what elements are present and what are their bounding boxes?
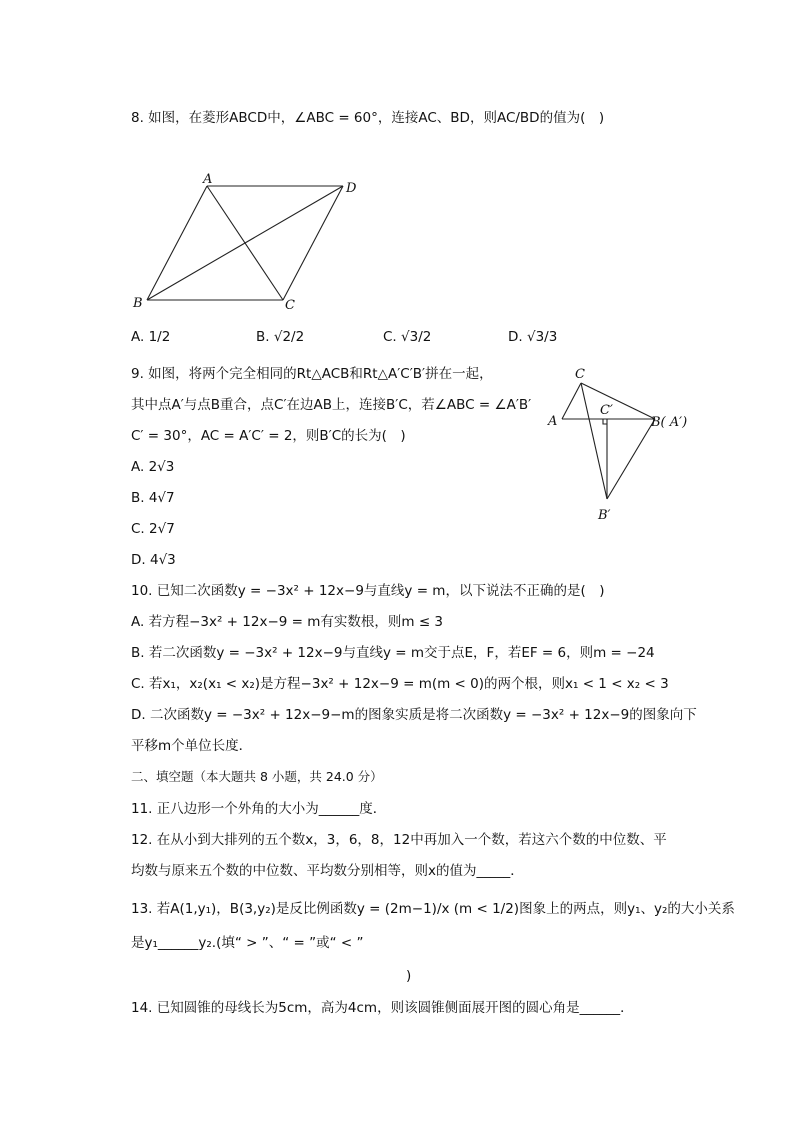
q9-option-a: A. 2√3 — [131, 459, 175, 475]
q9-option-d: D. 4√3 — [131, 552, 176, 568]
label-A: A — [203, 172, 213, 187]
label-B-prime: B′ — [598, 508, 611, 523]
rhombus-figure — [125, 170, 365, 315]
q9-line3: C′ = 30°，AC = A′C′ = 2，则B′C的长为( ) — [131, 428, 406, 444]
q12-line1: 12. 在从小到大排列的五个数x，3，6，8，12中再加入一个数，若这六个数的中位数、平 — [131, 832, 667, 848]
q10-option-d-line2: 平移m个单位长度． — [131, 738, 253, 754]
label-C: C — [575, 367, 585, 382]
q13-line3: ) — [406, 968, 412, 984]
q13-line2: 是y₁______y₂.(填“ > ”、“ = ”或“ < ” — [131, 935, 364, 951]
q9-line1: 9. 如图，将两个完全相同的Rt△ACB和Rt△A′C′B′拼在一起， — [131, 366, 493, 382]
q10-option-d-line1: D. 二次函数y = −3x² + 12x−9−m的图象实质是将二次函数y = −3x² + 12x−9的图象向下 — [131, 707, 697, 723]
q9-option-b: B. 4√7 — [131, 490, 175, 506]
q8-option-b: B. √2/2 — [256, 329, 305, 345]
q13-line1: 13. 若A(1,y₁)，B(3,y₂)是反比例函数y = (2m−1)/x (m < 1/2)图象上的两点，则y₁、y₂的大小关系 — [131, 901, 735, 917]
q10-option-a: A. 若方程−3x² + 12x−9 = m有实数根，则m ≤ 3 — [131, 614, 444, 630]
q8-option-d: D. √3/3 — [508, 329, 558, 345]
q10-option-b: B. 若二次函数y = −3x² + 12x−9与直线y = m交于点E，F，若EF = 6，则m = −24 — [131, 645, 655, 661]
q14: 14. 已知圆锥的母线长为5cm，高为4cm，则该圆锥侧面展开图的圆心角是______． — [131, 1000, 634, 1016]
q9-line2: 其中点A′与点B重合，点C′在边AB上，连接B′C，若∠ABC = ∠A′B′ — [131, 397, 532, 413]
q10-stem: 10. 已知二次函数y = −3x² + 12x−9与直线y = m，以下说法不正确的是( ) — [131, 583, 605, 599]
q11: 11. 正八边形一个外角的大小为______度． — [131, 801, 387, 817]
label-D: D — [346, 181, 357, 196]
q12-line2: 均数与原来五个数的中位数、平均数分别相等，则x的值为_____． — [131, 863, 524, 879]
label-A: A — [548, 414, 558, 429]
label-C-prime: C′ — [600, 403, 613, 418]
q8-stem: 8. 如图，在菱形ABCD中，∠ABC = 60°，连接AC、BD，则AC/BD的值为( ) — [131, 110, 605, 126]
q9-option-c: C. 2√7 — [131, 521, 175, 537]
section-heading: 二、填空题（本大题共 8 小题，共 24.0 分） — [131, 769, 383, 784]
label-B: B — [133, 296, 143, 311]
triangles-figure — [540, 362, 700, 527]
label-C: C — [285, 298, 295, 313]
label-B-A-prime: B( A′) — [651, 415, 688, 430]
q8-option-a: A. 1/2 — [131, 329, 171, 345]
q10-option-c: C. 若x₁，x₂(x₁ < x₂)是方程−3x² + 12x−9 = m(m < 0)的两个根，则x₁ < 1 < x₂ < 3 — [131, 676, 669, 692]
q8-option-c: C. √3/2 — [383, 329, 432, 345]
